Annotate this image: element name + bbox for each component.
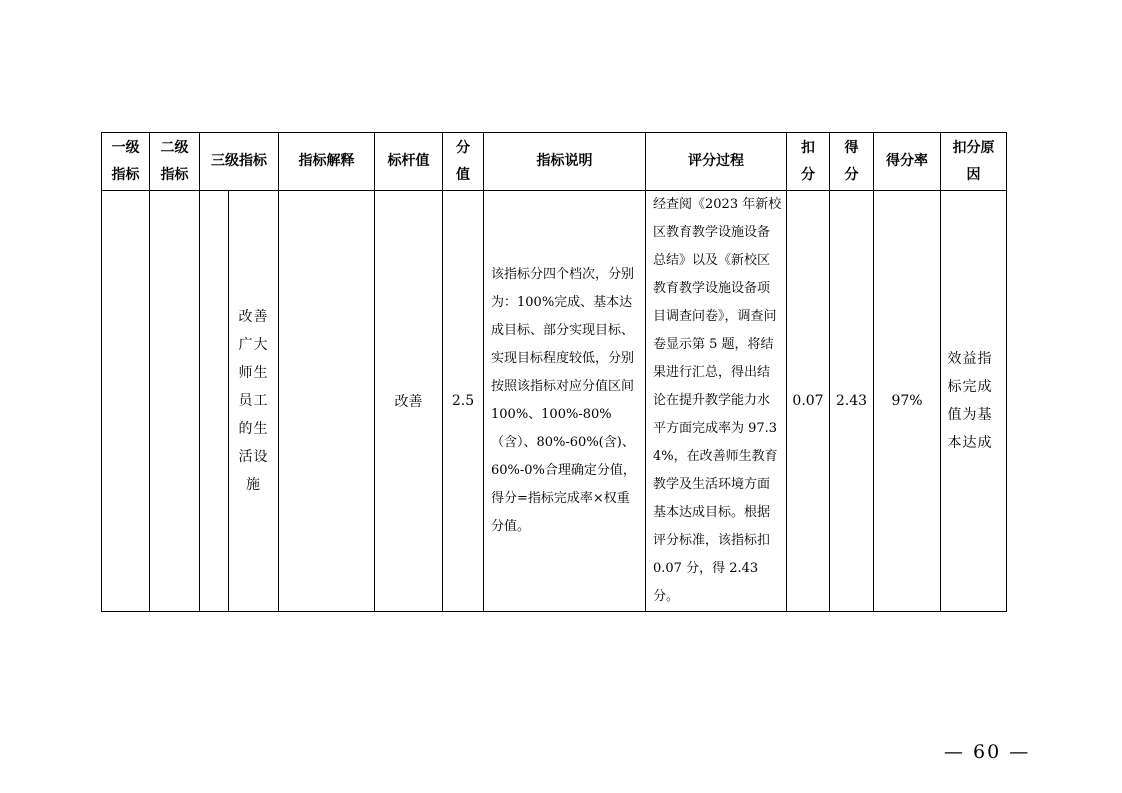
table-row: [102, 191, 1007, 612]
cell-explanation: [279, 191, 375, 612]
header-level1: 一级 指标: [102, 133, 150, 191]
header-level3: 三级指标: [200, 133, 279, 191]
header-deduction: 扣 分: [787, 133, 830, 191]
deduction-reason: 效益指标完成值为基本达成: [947, 351, 993, 451]
header-score-value: 分 值: [443, 133, 484, 191]
level3-indicator-name: 改善 广大 师生 员工 的生 活设 施: [238, 309, 269, 493]
cell-score: 2.43: [830, 191, 874, 612]
header-level2: 二级 指标: [150, 133, 200, 191]
indicator-description: 该指标分四个档次，分别为：100%完成、基本达成目标、部分实现目标、实现目标程度较低，分别按照该指标对应分值区间 100%、100%-80%（含）、80%-60%(含)、60%-0%合理确定分值，得分=指标完成率×权重分值。: [491, 267, 636, 534]
cell-score-value: 2.5: [443, 191, 484, 612]
cell-description: [484, 191, 646, 612]
cell-benchmark: 改善: [375, 191, 443, 612]
evaluation-table: [101, 132, 1007, 612]
header-reason: 扣分原 因: [941, 133, 1007, 191]
scoring-process: 经查阅《2023 年新校区教育教学设施设备总结》以及《新校区教育教学设施设备项目调查问卷》，调查问卷显示第 5 题，将结果进行汇总，得出结论在提升教学能力水平方面完成率为 97.34%，在改善师生教育教学及生活环境方面基本达成目标。根据评分标准，该指标扣 0.07 分，得 2.43 分。: [653, 197, 782, 604]
cell-deduction: 0.07: [787, 191, 830, 612]
header-score: 得 分: [830, 133, 874, 191]
header-explanation: 指标解释: [279, 133, 375, 191]
header-score-rate: 得分率: [874, 133, 941, 191]
cell-reason: [941, 191, 1007, 612]
header-benchmark: 标杆值: [375, 133, 443, 191]
cell-level1: [102, 191, 150, 612]
header-process: 评分过程: [646, 133, 787, 191]
page-number: — 60 —: [944, 741, 1031, 763]
cell-process: [646, 191, 787, 612]
cell-score-rate: 97%: [874, 191, 941, 612]
cell-level2: [150, 191, 200, 612]
header-description: 指标说明: [484, 133, 646, 191]
table-header-row: [102, 133, 1007, 191]
cell-level3-name: [229, 191, 279, 612]
cell-level3-blank: [200, 191, 229, 612]
